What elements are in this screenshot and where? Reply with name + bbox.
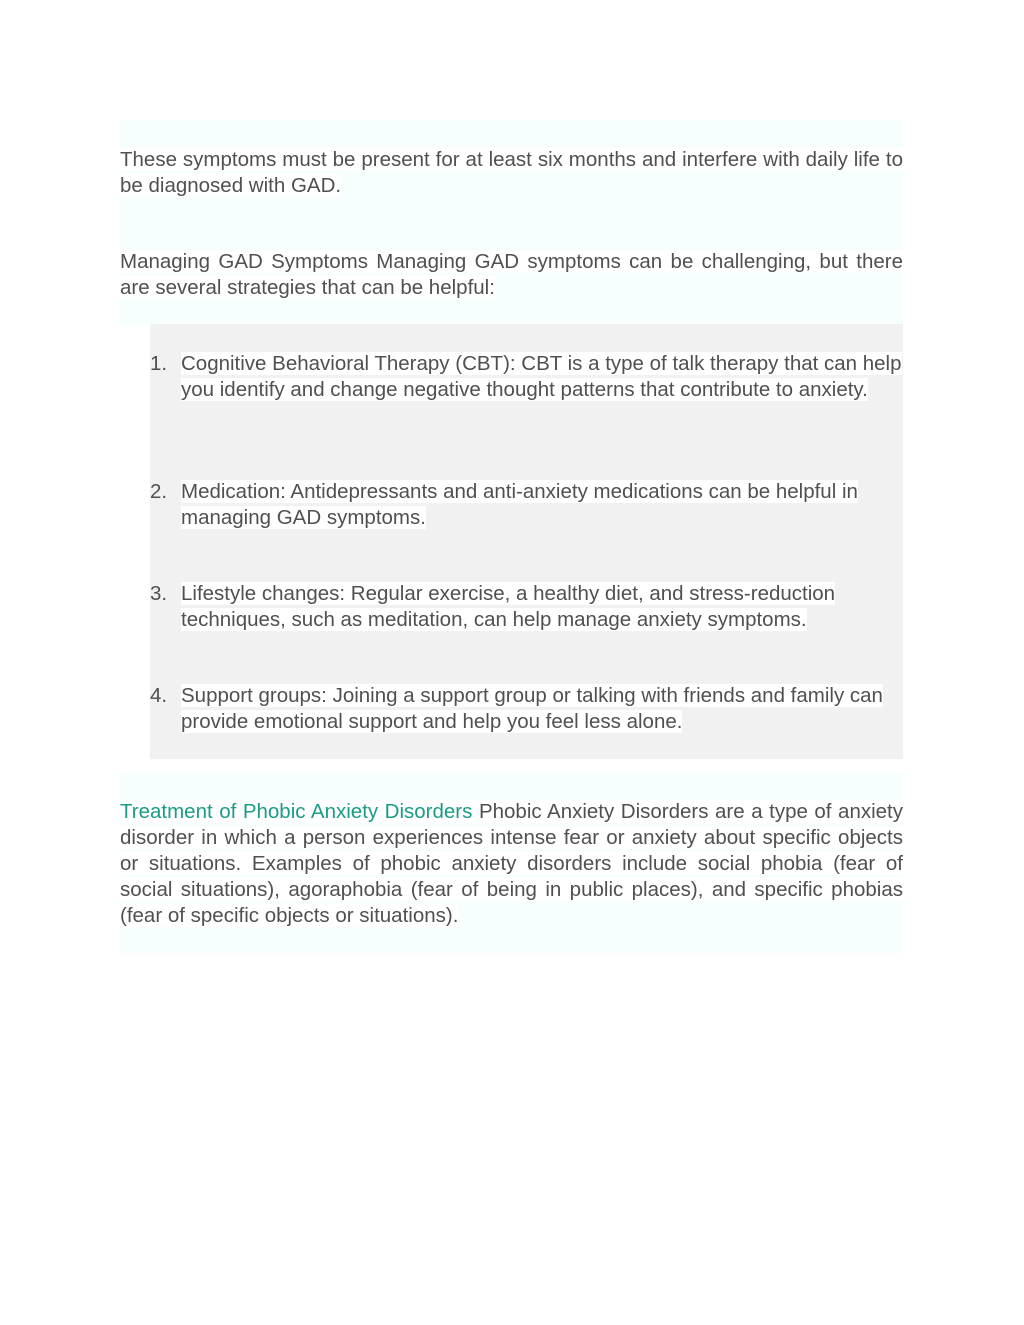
list-item-text-content: Cognitive Behavioral Therapy (CBT): CBT is a type of talk therapy that can help you identify and change negative thought patterns that contribute to anxiety. (181, 352, 902, 401)
list-item-number: 3. (150, 582, 168, 605)
list-item-text-content: Medication: Antidepressants and anti-anxiety medications can be helpful in managing GAD symptoms. (181, 480, 858, 529)
list-item-text (181, 683, 903, 735)
list-item-number: 1. (150, 352, 168, 375)
list-item-text-content: Lifestyle changes: Regular exercise, a healthy diet, and stress-reduction techniques, such as meditation, can help manage anxiety symptoms. (181, 582, 836, 631)
paragraph-phobic-anxiety (120, 799, 903, 929)
section-heading-phobic: Treatment of Phobic Anxiety Disorders (120, 800, 473, 823)
list-item-number: 4. (150, 684, 168, 707)
list-item-number: 2. (150, 480, 168, 503)
paragraph-phobic-anxiety-text: Phobic Anxiety Disorders are a type of anxiety disorder in which a person experiences intense fear or anxiety about specific objects or situations. Examples of phobic anxiety disorders include social phobia (fear of social situations), agoraphobia (fear of being in public places), and specific phobias (fear of specific objects or situations). (120, 800, 903, 927)
paragraph-gad-duration-text: These symptoms must be present for at least six months and interfere with daily life to be diagnosed with GAD. (120, 148, 903, 197)
list-item-text (181, 351, 903, 403)
paragraph-managing-gad (120, 249, 903, 301)
paragraph-gad-duration (120, 147, 903, 199)
list-item-text (181, 581, 903, 633)
list-item-text-content: Support groups: Joining a support group or talking with friends and family can provide emotional support and help you feel less alone. (181, 684, 883, 733)
list-item-text (181, 479, 903, 531)
paragraph-managing-gad-text: Managing GAD Symptoms Managing GAD symptoms can be challenging, but there are several strategies that can be helpful: (120, 250, 903, 299)
